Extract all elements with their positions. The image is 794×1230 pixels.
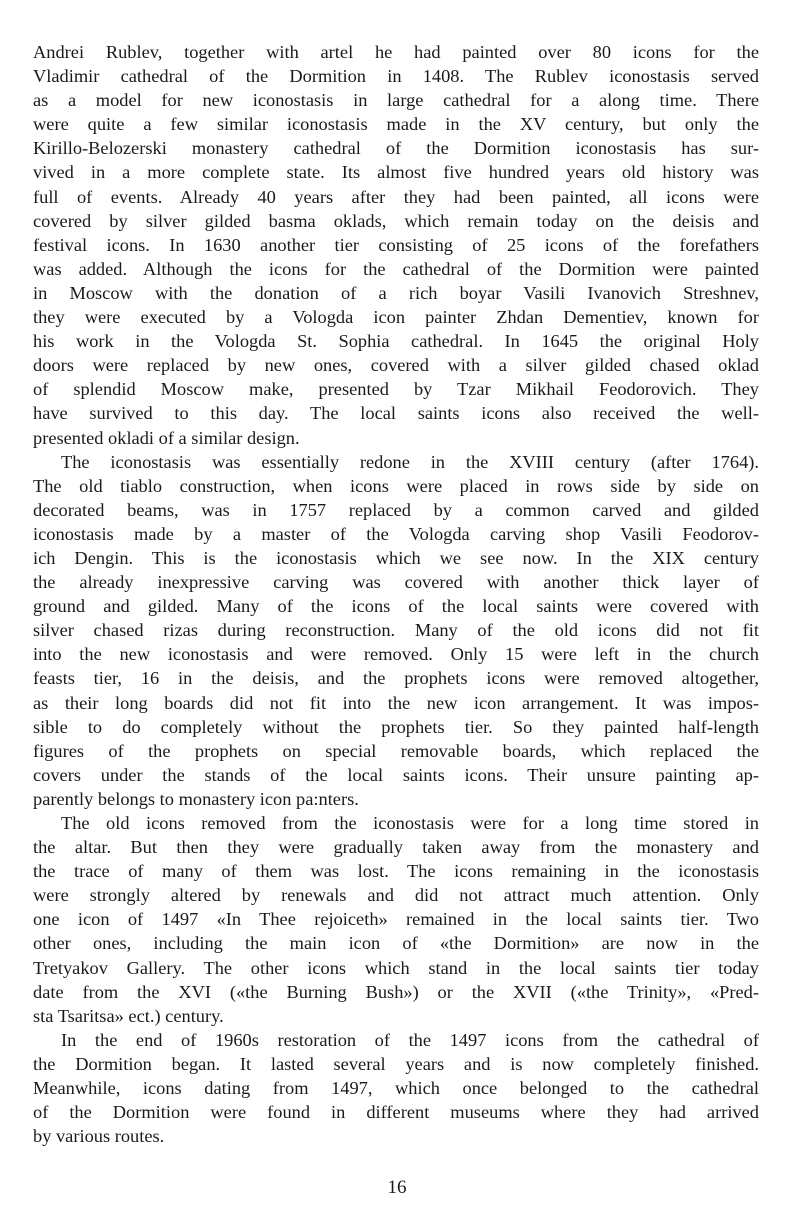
text-line: they were executed by a Vologda icon painter Zhdan Dementiev, known for — [33, 307, 759, 328]
text-line: the altar. But then they were gradually taken away from the monastery and — [33, 837, 759, 858]
text-line: the Dormition began. It lasted several years and is now completely finished. — [33, 1053, 759, 1074]
text-line: Meanwhile, icons dating from 1497, which once belonged to the cathedral — [33, 1078, 759, 1099]
text-line: festival icons. In 1630 another tier consisting of 25 icons of the forefathers — [33, 234, 759, 255]
text-line: one icon of 1497 «In Thee rejoiceth» remained in the local saints tier. Two — [33, 909, 759, 930]
text-line: The old tiablo construction, when icons were placed in rows side by side on — [33, 475, 759, 496]
text-line: of the Dormition were found in different museums where they had arrived — [33, 1102, 759, 1123]
text-line: ground and gilded. Many of the icons of the local saints were covered with — [33, 596, 759, 617]
text-line: silver chased rizas during reconstruction. Many of the old icons did not fit — [33, 620, 759, 641]
text-line: have survived to this day. The local saints icons also received the well- — [33, 403, 759, 424]
text-line: were quite a few similar iconostasis made in the XV century, but only the — [33, 114, 759, 135]
paragraph — [33, 450, 759, 811]
text-line: parently belongs to monastery icon pa:nters. — [33, 788, 359, 809]
text-line: in Moscow with the donation of a rich boyar Vasili Ivanovich Streshnev, — [33, 282, 759, 303]
text-line: his work in the Vologda St. Sophia cathedral. In 1645 the original Holy — [33, 331, 759, 352]
text-line: date from the XVI («the Burning Bush») or the XVII («the Trinity», «Pred- — [33, 981, 759, 1002]
text-line: iconostasis made by a master of the Vologda carving shop Vasili Feodorov- — [33, 523, 759, 544]
text-line: as a model for new iconostasis in large cathedral for a along time. There — [33, 90, 759, 111]
text-line: The iconostasis was essentially redone in the XVIII century (after 1764). — [61, 451, 759, 472]
paragraph — [33, 1028, 759, 1148]
paragraph — [33, 811, 759, 1028]
text-line: the already inexpressive carving was covered with another thick layer of — [33, 572, 759, 593]
text-line: other ones, including the main icon of «the Dormition» are now in the — [33, 933, 759, 954]
text-line: covered by silver gilded basma oklads, which remain today on the deisis and — [33, 210, 759, 231]
text-line: vived in a more complete state. Its almost five hundred years old history was — [33, 162, 759, 183]
text-line: doors were replaced by new ones, covered with a silver gilded chased oklad — [33, 355, 759, 376]
text-line: presented okladi of a similar design. — [33, 427, 300, 448]
text-line: Vladimir cathedral of the Dormition in 1408. The Rublev iconostasis served — [33, 66, 759, 87]
text-line: In the end of 1960s restoration of the 1497 icons from the cathedral of — [61, 1029, 759, 1050]
paragraph — [33, 40, 759, 450]
text-line: as their long boards did not fit into the new icon arrangement. It was impos- — [33, 692, 759, 713]
text-line: of splendid Moscow make, presented by Tzar Mikhail Feodorovich. They — [33, 379, 759, 400]
text-line: Andrei Rublev, together with artel he had painted over 80 icons for the — [33, 42, 759, 62]
page-number: 16 — [387, 1177, 407, 1198]
text-line: Kirillo-Belozerski monastery cathedral of the Dormition iconostasis has sur- — [33, 138, 759, 159]
text-line: was added. Although the icons for the cathedral of the Dormition were painted — [33, 258, 759, 279]
text-line: figures of the prophets on special removable boards, which replaced the — [33, 740, 759, 761]
text-line: full of events. Already 40 years after they had been painted, all icons were — [33, 186, 759, 207]
text-line: covers under the stands of the local saints icons. Their unsure painting ap- — [33, 764, 759, 785]
text-line: the trace of many of them was lost. The icons remaining in the iconostasis — [33, 861, 759, 882]
text-line: ich Dengin. This is the iconostasis which we see now. In the XIX century — [33, 547, 759, 568]
text-line: The old icons removed from the iconostasis were for a long time stored in — [61, 813, 759, 833]
text-line: sta Tsaritsa» ect.) century. — [33, 1005, 224, 1026]
text-line: by various routes. — [33, 1126, 165, 1147]
text-line: feasts tier, 16 in the deisis, and the prophets icons were removed altogether, — [33, 668, 759, 689]
body-text — [33, 40, 759, 1148]
text-line: Tretyakov Gallery. The other icons which stand in the local saints tier today — [33, 957, 759, 978]
text-line: were strongly altered by renewals and did not attract much attention. Only — [33, 885, 759, 906]
text-line: decorated beams, was in 1757 replaced by a common carved and gilded — [33, 499, 759, 520]
text-line: sible to do completely without the prophets tier. So they painted half-length — [33, 716, 759, 737]
text-line: into the new iconostasis and were removed. Only 15 were left in the church — [33, 644, 759, 665]
